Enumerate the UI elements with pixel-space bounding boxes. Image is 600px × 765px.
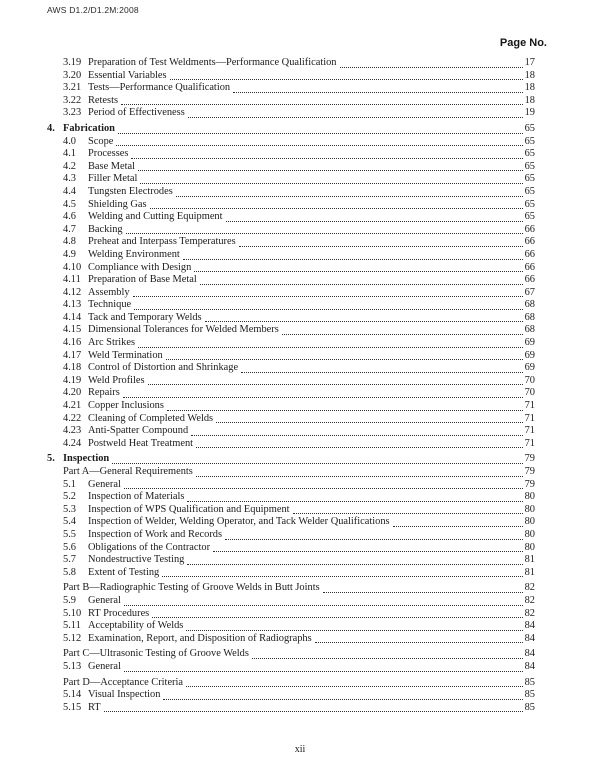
toc-leader-dots bbox=[112, 463, 522, 464]
toc-entry-number: 4.22 bbox=[63, 412, 82, 424]
toc-entry-title: Part B—Radiographic Testing of Groove Welds in Butt Joints bbox=[63, 582, 320, 594]
toc-entry bbox=[47, 82, 535, 95]
toc-entry-title: Fabrication bbox=[63, 122, 115, 134]
toc-leader-dots bbox=[170, 79, 523, 80]
toc-leader-dots bbox=[138, 347, 523, 348]
toc-entry-page: 67 bbox=[524, 286, 535, 298]
toc-leader-dots bbox=[124, 488, 523, 489]
toc-leader-dots bbox=[196, 447, 523, 448]
toc-entry-page: 65 bbox=[524, 160, 535, 172]
toc-leader-dots bbox=[162, 576, 522, 577]
toc-entry-title: Base Metal bbox=[88, 160, 136, 172]
toc-entry-page: 65 bbox=[524, 185, 535, 197]
toc-entry bbox=[47, 479, 535, 492]
toc-leader-dots bbox=[152, 617, 522, 618]
toc-entry-title: Nondestructive Testing bbox=[88, 554, 185, 566]
toc-entry-title: Dimensional Tolerances for Welded Members bbox=[88, 324, 279, 336]
toc-entry bbox=[47, 161, 535, 174]
toc-leader-dots bbox=[186, 630, 522, 631]
toc-leader-dots bbox=[131, 158, 522, 159]
toc-leader-dots bbox=[213, 551, 523, 552]
toc-entry-page: 65 bbox=[524, 148, 535, 160]
toc-entry-number: 5.12 bbox=[63, 632, 82, 644]
toc-entry-number: 4.1 bbox=[63, 148, 76, 160]
toc-entry-number: 4.6 bbox=[63, 211, 76, 223]
toc-entry-number: 4.20 bbox=[63, 387, 82, 399]
toc-entry-page: 66 bbox=[524, 223, 535, 235]
toc-leader-dots bbox=[225, 539, 523, 540]
toc-leader-dots bbox=[194, 271, 522, 272]
toc-entry-title: Postweld Heat Treatment bbox=[88, 437, 194, 449]
toc-entry-number: 5.6 bbox=[63, 541, 76, 553]
toc-entry-page: 18 bbox=[524, 69, 535, 81]
toc-entry-title: General bbox=[88, 660, 121, 672]
toc-entry-page: 82 bbox=[524, 582, 535, 594]
toc-entry-page: 19 bbox=[524, 107, 535, 119]
toc-entry-page: 81 bbox=[524, 566, 535, 578]
toc-entry-page: 70 bbox=[524, 387, 535, 399]
toc-leader-dots bbox=[188, 117, 523, 118]
toc-entry-page: 70 bbox=[524, 374, 535, 386]
toc-entry-page: 79 bbox=[524, 478, 535, 490]
toc-entry-title: Control of Distortion and Shrinkage bbox=[88, 362, 239, 374]
toc-entry bbox=[47, 224, 535, 237]
toc-entry bbox=[47, 148, 535, 161]
toc-entry-number: 4.19 bbox=[63, 374, 82, 386]
toc-entry-page: 80 bbox=[524, 528, 535, 540]
toc-leader-dots bbox=[187, 564, 522, 565]
toc-entry bbox=[47, 362, 535, 375]
toc-entry-title: Preheat and Interpass Temperatures bbox=[88, 236, 236, 248]
toc-entry-title: Part C—Ultrasonic Testing of Groove Welds bbox=[63, 648, 249, 660]
toc-entry-number: 5.4 bbox=[63, 516, 76, 528]
toc-leader-dots bbox=[196, 476, 523, 477]
toc-leader-dots bbox=[340, 67, 523, 68]
toc-entry-number: 4.14 bbox=[63, 311, 82, 323]
toc-entry-title: Examination, Report, and Disposition of Radiographs bbox=[88, 632, 312, 644]
toc-entry-page: 69 bbox=[524, 362, 535, 374]
toc-entry-page: 65 bbox=[524, 135, 535, 147]
toc-entry-title: Technique bbox=[88, 299, 132, 311]
toc-entry bbox=[47, 95, 535, 108]
toc-entry bbox=[47, 413, 535, 426]
toc-entry bbox=[47, 262, 535, 275]
toc-entry bbox=[47, 107, 535, 120]
toc-entry-number: 4.2 bbox=[63, 160, 76, 172]
toc-leader-dots bbox=[148, 384, 523, 385]
toc-entry bbox=[47, 567, 535, 580]
toc-entry-page: 82 bbox=[524, 607, 535, 619]
toc-entry-number: 4.16 bbox=[63, 337, 82, 349]
toc-leader-dots bbox=[121, 104, 523, 105]
toc-leader-dots bbox=[167, 410, 523, 411]
toc-entry bbox=[47, 211, 535, 224]
toc-entry-number: 4.3 bbox=[63, 173, 76, 185]
toc-entry-number: 4.8 bbox=[63, 236, 76, 248]
toc-entry-title: Inspection of WPS Qualification and Equipment bbox=[88, 503, 290, 515]
toc-entry-page: 84 bbox=[524, 632, 535, 644]
toc-entry-page: 80 bbox=[524, 503, 535, 515]
toc-entry bbox=[47, 595, 535, 608]
toc-entry-title: Cleaning of Completed Welds bbox=[88, 412, 214, 424]
toc-entry-title: Period of Effectiveness bbox=[88, 107, 185, 119]
toc-leader-dots bbox=[252, 658, 523, 659]
toc-entry-number: 5.15 bbox=[63, 701, 82, 713]
toc-entry bbox=[47, 689, 535, 702]
toc-entry-page: 79 bbox=[524, 466, 535, 477]
toc-leader-dots bbox=[104, 711, 523, 712]
toc-entry-page: 69 bbox=[524, 337, 535, 349]
toc-entry-number: 5.5 bbox=[63, 528, 76, 540]
toc-leader-dots bbox=[138, 170, 523, 171]
toc-entry-number: 4.24 bbox=[63, 437, 82, 449]
toc-entry-page: 79 bbox=[524, 453, 535, 465]
toc-entry-number: 3.21 bbox=[63, 82, 82, 94]
toc-entry bbox=[47, 350, 535, 363]
toc-leader-dots bbox=[183, 259, 523, 260]
toc-entry-page: 68 bbox=[524, 324, 535, 336]
toc-entry-number: 5.11 bbox=[63, 620, 81, 632]
toc-entry-page: 65 bbox=[524, 211, 535, 223]
toc-entry bbox=[47, 648, 535, 661]
toc-entry-number: 5.10 bbox=[63, 607, 82, 619]
toc-entry-title: Tack and Temporary Welds bbox=[88, 311, 202, 323]
toc-leader-dots bbox=[176, 196, 523, 197]
toc-entry-title: Welding Environment bbox=[88, 248, 180, 260]
toc-entry bbox=[47, 274, 535, 287]
toc-leader-dots bbox=[393, 526, 523, 527]
toc-entry-title: General bbox=[88, 478, 121, 490]
toc-entry bbox=[47, 387, 535, 400]
toc-entry-title: Arc Strikes bbox=[88, 337, 136, 349]
toc-leader-dots bbox=[150, 208, 523, 209]
toc-entry-title: Inspection of Materials bbox=[88, 491, 185, 503]
toc-entry-page: 18 bbox=[524, 94, 535, 106]
toc-leader-dots bbox=[126, 233, 523, 234]
toc-entry-title: General bbox=[88, 594, 121, 606]
toc-entry-page: 85 bbox=[524, 689, 535, 701]
toc-leader-dots bbox=[205, 321, 523, 322]
toc-leader-dots bbox=[123, 397, 523, 398]
toc-entry-page: 80 bbox=[524, 491, 535, 503]
toc-entry-page: 66 bbox=[524, 274, 535, 286]
toc-entry bbox=[47, 438, 535, 451]
toc-entry bbox=[47, 542, 535, 555]
toc-entry-page: 71 bbox=[524, 412, 535, 424]
toc-entry-title: Backing bbox=[88, 223, 123, 235]
toc-leader-dots bbox=[124, 605, 523, 606]
toc-entry-number: 4.17 bbox=[63, 349, 82, 361]
toc-entry-number: 4.10 bbox=[63, 261, 82, 273]
toc-entry-page: 66 bbox=[524, 236, 535, 248]
toc-entry-number: 4.11 bbox=[63, 274, 81, 286]
toc-entry-title: Preparation of Test Weldments—Performance Qualification bbox=[88, 57, 337, 68]
toc-entry-title: Extent of Testing bbox=[88, 566, 160, 578]
toc-entry-title: Obligations of the Contractor bbox=[88, 541, 211, 553]
toc-entry-number: 4.9 bbox=[63, 248, 76, 260]
toc-entry bbox=[47, 287, 535, 300]
toc-entry bbox=[47, 249, 535, 262]
page-footer-number: xii bbox=[294, 744, 306, 755]
toc-entry bbox=[47, 491, 535, 504]
toc-entry bbox=[47, 324, 535, 337]
toc-entry bbox=[47, 633, 535, 646]
toc-leader-dots bbox=[233, 92, 523, 93]
toc-leader-dots bbox=[116, 145, 522, 146]
toc-entry-page: 66 bbox=[524, 248, 535, 260]
toc-entry-title: Tungsten Electrodes bbox=[88, 185, 173, 197]
toc-leader-dots bbox=[191, 435, 522, 436]
toc-entry-page: 84 bbox=[524, 648, 535, 660]
toc-entry-number: 3.23 bbox=[63, 107, 82, 119]
toc-leader-dots bbox=[140, 183, 522, 184]
toc-entry-page: 71 bbox=[524, 425, 535, 437]
toc-entry-title: Inspection bbox=[63, 453, 110, 465]
toc-entry-number: 5.13 bbox=[63, 660, 82, 672]
toc-entry-number: 5.9 bbox=[63, 594, 76, 606]
toc-entry-title: Part D—Acceptance Criteria bbox=[63, 676, 184, 688]
toc-entry-title: Copper Inclusions bbox=[88, 400, 164, 412]
toc-entry-number: 5.14 bbox=[63, 689, 82, 701]
toc-entry-page: 68 bbox=[524, 311, 535, 323]
toc-entry-page: 18 bbox=[524, 82, 535, 94]
toc-entry-number: 4.0 bbox=[63, 135, 76, 147]
toc-entry bbox=[47, 554, 535, 567]
toc-entry bbox=[47, 136, 535, 149]
toc-entry-number: 4.18 bbox=[63, 362, 82, 374]
toc-entry bbox=[47, 236, 535, 249]
toc-entry-number: 4.4 bbox=[63, 185, 76, 197]
toc-entry-title: Inspection of Work and Records bbox=[88, 528, 223, 540]
toc-entry bbox=[47, 453, 535, 466]
toc-entry-number: 5.2 bbox=[63, 491, 76, 503]
toc-entry bbox=[47, 337, 535, 350]
toc-list bbox=[47, 57, 535, 714]
toc-entry-number: 4.7 bbox=[63, 223, 76, 235]
toc-entry bbox=[47, 57, 535, 70]
toc-entry-title: Visual Inspection bbox=[88, 689, 161, 701]
toc-entry-number: 5.8 bbox=[63, 566, 76, 578]
toc-leader-dots bbox=[163, 699, 522, 700]
toc-entry bbox=[47, 516, 535, 529]
toc-entry bbox=[47, 375, 535, 388]
toc-entry-title: Essential Variables bbox=[88, 69, 167, 81]
toc-entry-title: RT bbox=[88, 701, 101, 713]
toc-entry-page: 80 bbox=[524, 516, 535, 528]
toc-entry-page: 65 bbox=[524, 173, 535, 185]
toc-leader-dots bbox=[200, 284, 523, 285]
toc-entry bbox=[47, 400, 535, 413]
page-no-column-header: Page No. bbox=[499, 37, 547, 49]
document-reference: AWS D1.2/D1.2M:2008 bbox=[47, 5, 139, 15]
toc-entry-page: 65 bbox=[524, 122, 535, 134]
toc-leader-dots bbox=[166, 359, 523, 360]
toc-leader-dots bbox=[226, 221, 523, 222]
toc-entry-page: 68 bbox=[524, 299, 535, 311]
toc-leader-dots bbox=[187, 501, 522, 502]
toc-entry-number: 4.13 bbox=[63, 299, 82, 311]
toc-entry-title: Anti-Spatter Compound bbox=[88, 425, 189, 437]
toc-entry-title: Preparation of Base Metal bbox=[88, 274, 197, 286]
toc-entry-title: Tests—Performance Qualification bbox=[88, 82, 231, 94]
toc-leader-dots bbox=[239, 246, 523, 247]
toc-entry-number: 4.23 bbox=[63, 425, 82, 437]
toc-entry bbox=[47, 504, 535, 517]
toc-entry bbox=[47, 702, 535, 715]
toc-entry-title: Processes bbox=[88, 148, 129, 160]
toc-entry bbox=[47, 529, 535, 542]
toc-entry-page: 81 bbox=[524, 554, 535, 566]
toc-entry bbox=[47, 661, 535, 674]
toc-leader-dots bbox=[323, 592, 523, 593]
toc-entry-title: Assembly bbox=[88, 286, 130, 298]
toc-entry-title: Part A—General Requirements bbox=[63, 466, 193, 477]
toc-entry-page: 17 bbox=[524, 57, 535, 68]
toc-entry-title: RT Procedures bbox=[88, 607, 150, 619]
toc-leader-dots bbox=[315, 642, 523, 643]
toc-entry bbox=[47, 299, 535, 312]
toc-entry-page: 85 bbox=[524, 676, 535, 688]
toc-leader-dots bbox=[118, 133, 523, 134]
toc-entry-page: 65 bbox=[524, 198, 535, 210]
toc-entry-number: 3.19 bbox=[63, 57, 82, 68]
toc-entry-title: Scope bbox=[88, 135, 114, 147]
toc-entry-page: 80 bbox=[524, 541, 535, 553]
toc-entry-number: 4.21 bbox=[63, 400, 82, 412]
toc-entry-title: Shielding Gas bbox=[88, 198, 147, 210]
toc-entry-title: Weld Termination bbox=[88, 349, 163, 361]
toc-leader-dots bbox=[241, 372, 523, 373]
toc-entry bbox=[47, 123, 535, 136]
toc-entry-title: Filler Metal bbox=[88, 173, 138, 185]
toc-entry-page: 84 bbox=[524, 620, 535, 632]
toc-entry bbox=[47, 608, 535, 621]
toc-entry-number: 4.12 bbox=[63, 286, 82, 298]
toc-leader-dots bbox=[186, 686, 523, 687]
toc-entry bbox=[47, 312, 535, 325]
toc-entry-number: 5.7 bbox=[63, 554, 76, 566]
toc-entry-title: Retests bbox=[88, 94, 119, 106]
toc-entry-title: Weld Profiles bbox=[88, 374, 145, 386]
toc-entry-title: Compliance with Design bbox=[88, 261, 192, 273]
toc-entry bbox=[47, 677, 535, 690]
toc-entry bbox=[47, 186, 535, 199]
toc-entry bbox=[47, 620, 535, 633]
toc-entry-section-number: 5. bbox=[47, 453, 55, 465]
toc-leader-dots bbox=[282, 334, 523, 335]
toc-entry bbox=[47, 173, 535, 186]
toc-entry-page: 71 bbox=[524, 437, 535, 449]
toc-entry bbox=[47, 199, 535, 212]
toc-entry-title: Acceptability of Welds bbox=[88, 620, 184, 632]
toc-leader-dots bbox=[293, 513, 523, 514]
toc-entry-section-number: 4. bbox=[47, 122, 55, 134]
toc-entry bbox=[47, 70, 535, 83]
toc-leader-dots bbox=[124, 671, 523, 672]
toc-entry-page: 82 bbox=[524, 594, 535, 606]
toc-entry-page: 84 bbox=[524, 660, 535, 672]
toc-entry bbox=[47, 425, 535, 438]
toc-entry-page: 71 bbox=[524, 400, 535, 412]
toc-entry-page: 69 bbox=[524, 349, 535, 361]
toc-entry-number: 5.3 bbox=[63, 503, 76, 515]
toc-entry-title: Inspection of Welder, Welding Operator, and Tack Welder Qualifications bbox=[88, 516, 390, 528]
toc-entry-title: Repairs bbox=[88, 387, 120, 399]
toc-entry bbox=[47, 466, 535, 479]
toc-leader-dots bbox=[216, 422, 523, 423]
toc-entry-title: Welding and Cutting Equipment bbox=[88, 211, 223, 223]
toc-entry-number: 4.5 bbox=[63, 198, 76, 210]
toc-entry-number: 3.22 bbox=[63, 94, 82, 106]
toc-leader-dots bbox=[134, 309, 522, 310]
toc-entry-number: 3.20 bbox=[63, 69, 82, 81]
toc-entry bbox=[47, 582, 535, 595]
toc-entry-number: 4.15 bbox=[63, 324, 82, 336]
toc-leader-dots bbox=[133, 296, 523, 297]
toc-entry-number: 5.1 bbox=[63, 478, 76, 490]
toc-entry-page: 85 bbox=[524, 701, 535, 713]
toc-entry-page: 66 bbox=[524, 261, 535, 273]
